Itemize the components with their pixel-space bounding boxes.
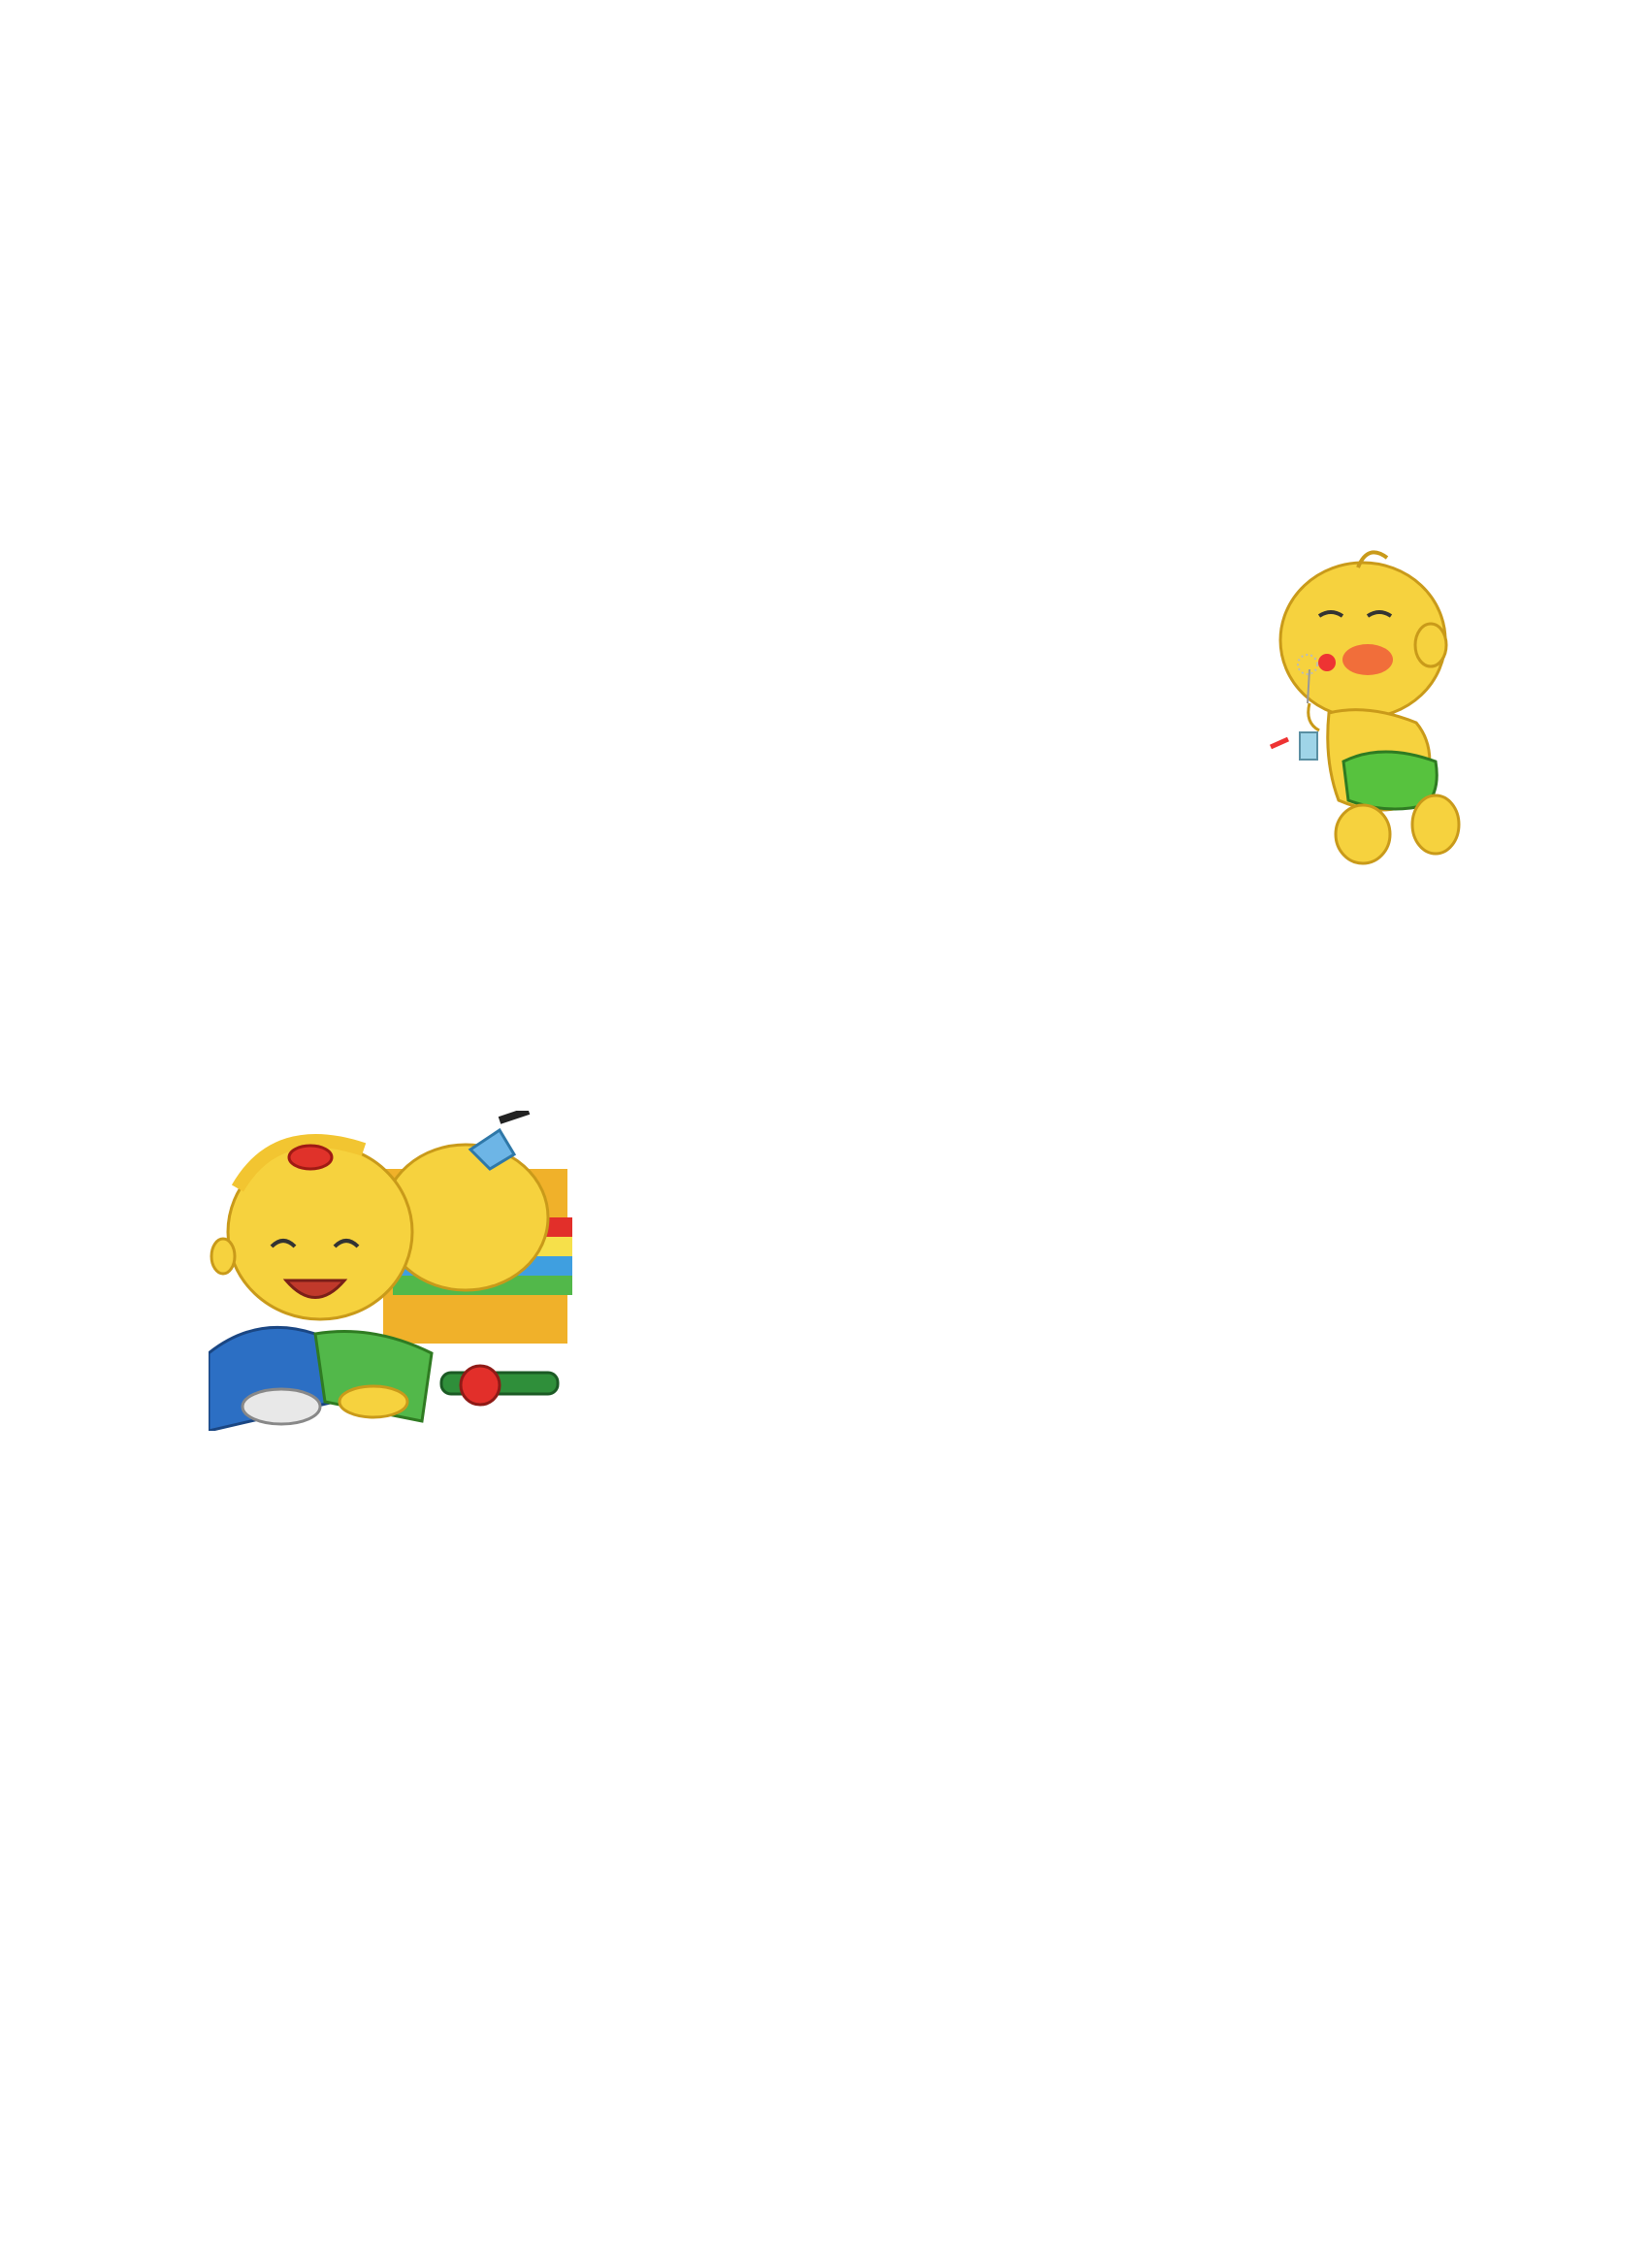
hugging-toddlers-illustration (209, 1111, 572, 1431)
baby-blowing-dandelion-illustration (1251, 548, 1504, 873)
bottom-children-border (165, 1877, 1474, 2052)
